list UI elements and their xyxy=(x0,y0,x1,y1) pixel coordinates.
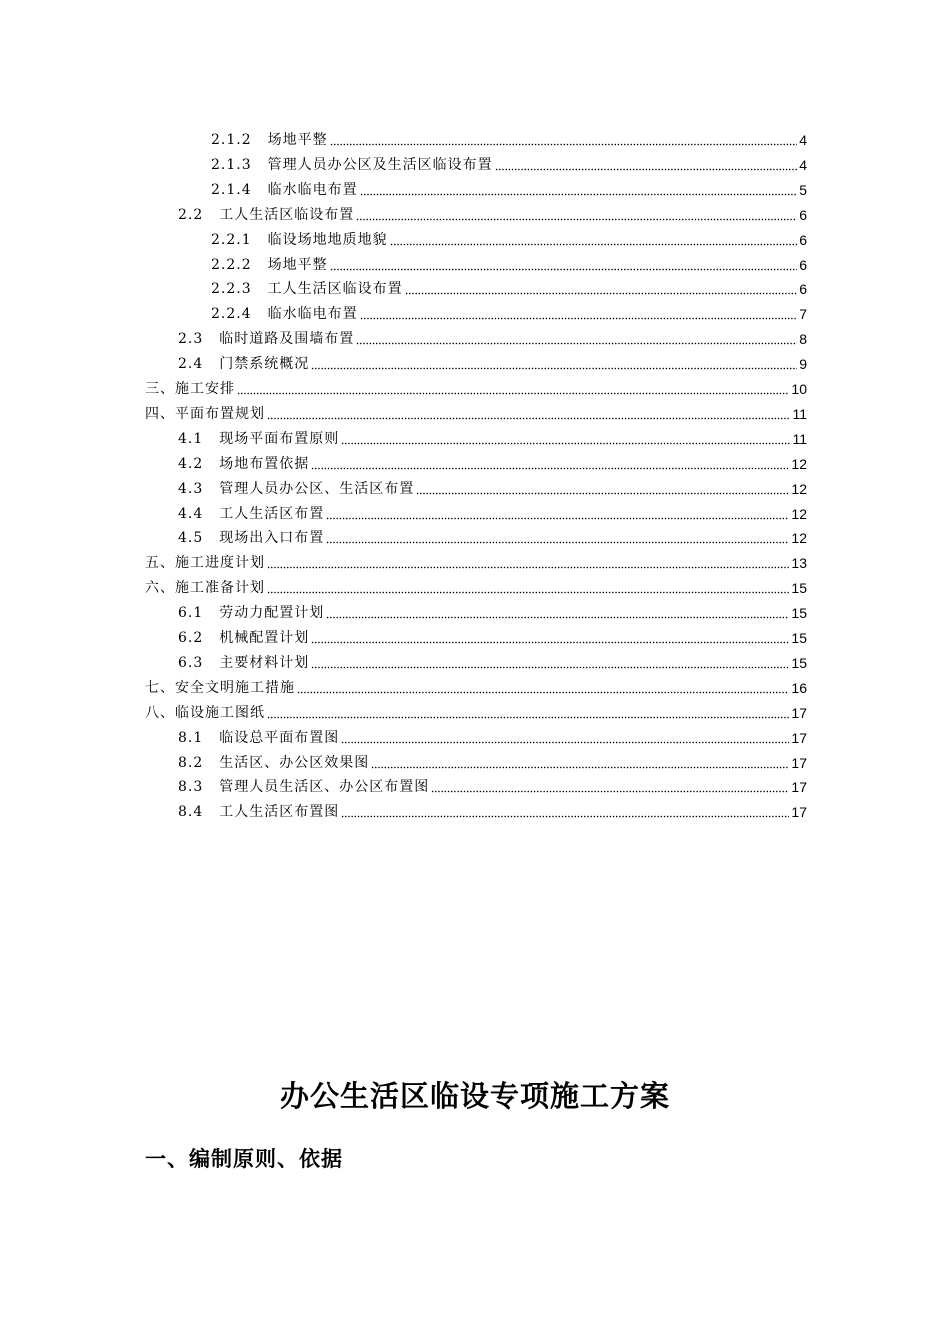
toc-entry-page-number: 6 xyxy=(799,281,807,298)
toc-dot-leader xyxy=(356,333,797,345)
toc-entry-label: 劳动力配置计划 xyxy=(219,605,325,622)
toc-entry-label: 六、施工准备计划 xyxy=(145,580,265,597)
toc-entry-label: 八、临设施工图纸 xyxy=(145,704,265,721)
toc-entry-number: 2.4 xyxy=(178,356,204,373)
toc-dot-leader xyxy=(390,234,798,246)
toc-entry[interactable] xyxy=(211,174,807,199)
toc-entry-label: 主要材料计划 xyxy=(219,654,310,671)
toc-entry-label: 临设总平面布置图 xyxy=(219,729,340,746)
toc-entry-number: 4.3 xyxy=(178,480,204,497)
toc-entry-page-number: 7 xyxy=(799,306,807,323)
toc-entry[interactable] xyxy=(178,771,807,796)
toc-entry[interactable] xyxy=(178,722,807,747)
toc-entry-page-number: 15 xyxy=(791,630,807,646)
toc-entry-label: 临水临电布置 xyxy=(267,306,358,323)
toc-entry-page-number: 11 xyxy=(792,405,807,422)
toc-entry-label: 临水临电布置 xyxy=(267,181,358,198)
toc-dot-leader xyxy=(311,358,797,370)
section-heading: 一、编制原则、依据 xyxy=(145,1146,343,1171)
toc-entry-page-number: 15 xyxy=(791,654,807,671)
toc-entry-number: 2.1.3 xyxy=(211,156,252,173)
toc-entry[interactable] xyxy=(211,249,807,274)
toc-entry-number: 2.1.4 xyxy=(211,181,252,198)
toc-dot-leader xyxy=(267,582,789,594)
toc-dot-leader xyxy=(330,134,798,146)
toc-entry[interactable] xyxy=(211,298,807,323)
toc-entry[interactable] xyxy=(145,697,807,722)
toc-entry[interactable] xyxy=(145,398,807,423)
toc-entry[interactable] xyxy=(145,672,807,697)
toc-entry-page-number: 17 xyxy=(791,779,807,796)
toc-entry[interactable] xyxy=(178,423,807,448)
toc-entry-number: 6.3 xyxy=(178,654,204,671)
toc-dot-leader xyxy=(341,732,789,744)
toc-dot-leader xyxy=(360,184,798,196)
toc-entry[interactable] xyxy=(178,522,807,547)
toc-entry-page-number: 17 xyxy=(791,729,807,746)
toc-entry-label: 场地平整 xyxy=(267,132,328,148)
toc-entry-page-number: 15 xyxy=(791,580,807,597)
toc-dot-leader xyxy=(311,632,789,644)
toc-entry-page-number: 17 xyxy=(791,704,807,721)
toc-dot-leader xyxy=(311,458,789,470)
toc-dot-leader xyxy=(326,508,789,520)
toc-entry[interactable] xyxy=(211,149,807,174)
toc-entry-label: 生活区、办公区效果图 xyxy=(219,754,370,771)
toc-entry-number: 2.2.3 xyxy=(211,281,252,298)
toc-entry-number: 8.1 xyxy=(178,729,204,746)
toc-entry-page-number: 12 xyxy=(791,505,807,522)
toc-entry[interactable] xyxy=(178,622,807,647)
toc-entry-page-number: 15 xyxy=(791,605,807,622)
toc-entry-label: 现场出入口布置 xyxy=(219,530,325,547)
toc-entry-page-number: 12 xyxy=(791,530,807,547)
toc-entry-page-number: 16 xyxy=(791,679,807,696)
toc-entry-label: 三、施工安排 xyxy=(145,381,235,397)
toc-dot-leader xyxy=(326,607,789,619)
toc-entry[interactable] xyxy=(178,323,807,348)
toc-entry-number: 4.1 xyxy=(178,430,204,447)
toc-dot-leader xyxy=(356,209,797,221)
toc-entry-label: 工人生活区布置 xyxy=(219,505,325,522)
toc-entry[interactable] xyxy=(178,473,807,498)
toc-dot-leader xyxy=(360,308,798,320)
toc-entry-page-number: 10 xyxy=(791,381,807,397)
toc-dot-leader xyxy=(311,657,789,669)
toc-entry-number: 2.2.1 xyxy=(211,231,252,248)
toc-dot-leader xyxy=(416,483,789,495)
toc-entry-number: 2.2 xyxy=(178,206,204,223)
toc-entry-label: 临设场地地质地貌 xyxy=(267,231,388,248)
toc-dot-leader xyxy=(341,433,790,445)
toc-entry-number: 2.3 xyxy=(178,331,204,348)
document-title: 办公生活区临设专项施工方案 xyxy=(279,1079,670,1113)
toc-entry-page-number: 8 xyxy=(799,331,807,348)
toc-entry[interactable] xyxy=(178,448,807,473)
toc-dot-leader xyxy=(431,781,789,793)
toc-entry-number: 6.2 xyxy=(178,630,204,646)
toc-entry-number: 4.2 xyxy=(178,455,204,472)
toc-dot-leader xyxy=(237,383,789,395)
toc-entry-label: 工人生活区临设布置 xyxy=(267,281,403,298)
toc-entry-number: 2.2.4 xyxy=(211,306,252,323)
toc-entry-number: 6.1 xyxy=(178,605,204,622)
toc-dot-leader xyxy=(330,259,798,271)
toc-entry-label: 场地平整 xyxy=(267,256,328,273)
toc-entry[interactable] xyxy=(178,647,807,672)
toc-entry-page-number: 12 xyxy=(791,480,807,497)
toc-entry-label: 管理人员办公区及生活区临设布置 xyxy=(267,156,493,173)
toc-entry-page-number: 6 xyxy=(799,206,807,223)
toc-dot-leader xyxy=(326,532,789,544)
toc-entry-page-number: 4 xyxy=(799,156,807,173)
toc-entry-label: 四、平面布置规划 xyxy=(145,405,265,422)
toc-entry-page-number: 13 xyxy=(791,555,807,572)
toc-entry-number: 8.2 xyxy=(178,754,204,771)
toc-entry-label: 七、安全文明施工措施 xyxy=(145,679,295,696)
toc-entry-label: 管理人员办公区、生活区布置 xyxy=(219,480,415,497)
toc-entry[interactable] xyxy=(211,273,807,298)
toc-entry[interactable] xyxy=(145,572,807,597)
toc-dot-leader xyxy=(405,283,798,295)
toc-entry-number: 8.4 xyxy=(178,804,204,821)
toc-dot-leader xyxy=(267,557,789,569)
toc-entry-number: 4.5 xyxy=(178,530,204,547)
toc-entry[interactable] xyxy=(145,373,807,398)
toc-entry-label: 工人生活区临设布置 xyxy=(219,206,355,223)
toc-entry[interactable] xyxy=(211,224,807,249)
toc-dot-leader xyxy=(341,806,789,818)
toc-dot-leader xyxy=(267,707,789,719)
toc-entry-number: 8.3 xyxy=(178,779,204,796)
toc-entry[interactable] xyxy=(178,199,807,224)
toc-entry-label: 门禁系统概况 xyxy=(219,356,310,373)
toc-dot-leader xyxy=(371,757,789,769)
toc-entry-number: 2.1.2 xyxy=(211,132,252,148)
toc-entry-page-number: 6 xyxy=(799,256,807,273)
toc-dot-leader xyxy=(267,408,790,420)
toc-entry[interactable] xyxy=(178,498,807,523)
toc-dot-leader xyxy=(297,682,789,694)
toc-entry-number: 4.4 xyxy=(178,505,204,522)
toc-entry-page-number: 12 xyxy=(791,455,807,472)
toc-entry-label: 机械配置计划 xyxy=(219,630,310,646)
toc-entry-page-number: 11 xyxy=(792,430,807,447)
toc-entry[interactable] xyxy=(145,547,807,572)
toc-entry-label: 管理人员生活区、办公区布置图 xyxy=(219,779,430,796)
toc-entry-page-number: 17 xyxy=(791,804,807,821)
toc-entry-page-number: 9 xyxy=(799,356,807,373)
toc-entry-number: 2.2.2 xyxy=(211,256,252,273)
toc-entry-page-number: 5 xyxy=(799,181,807,198)
toc-entry-label: 临时道路及围墙布置 xyxy=(219,331,355,348)
toc-entry-label: 工人生活区布置图 xyxy=(219,804,340,821)
toc-entry[interactable] xyxy=(178,796,807,821)
toc-entry[interactable] xyxy=(178,747,807,772)
toc-entry-label: 场地布置依据 xyxy=(219,455,310,472)
toc-entry-page-number: 4 xyxy=(799,132,807,148)
toc-entry-label: 现场平面布置原则 xyxy=(219,430,340,447)
toc-entry[interactable] xyxy=(178,348,807,373)
toc-entry-page-number: 17 xyxy=(791,754,807,771)
toc-entry-label: 五、施工进度计划 xyxy=(145,555,265,572)
toc-entry[interactable] xyxy=(211,124,807,149)
toc-entry-page-number: 6 xyxy=(799,231,807,248)
toc-entry[interactable] xyxy=(178,597,807,622)
toc-dot-leader xyxy=(495,159,798,171)
